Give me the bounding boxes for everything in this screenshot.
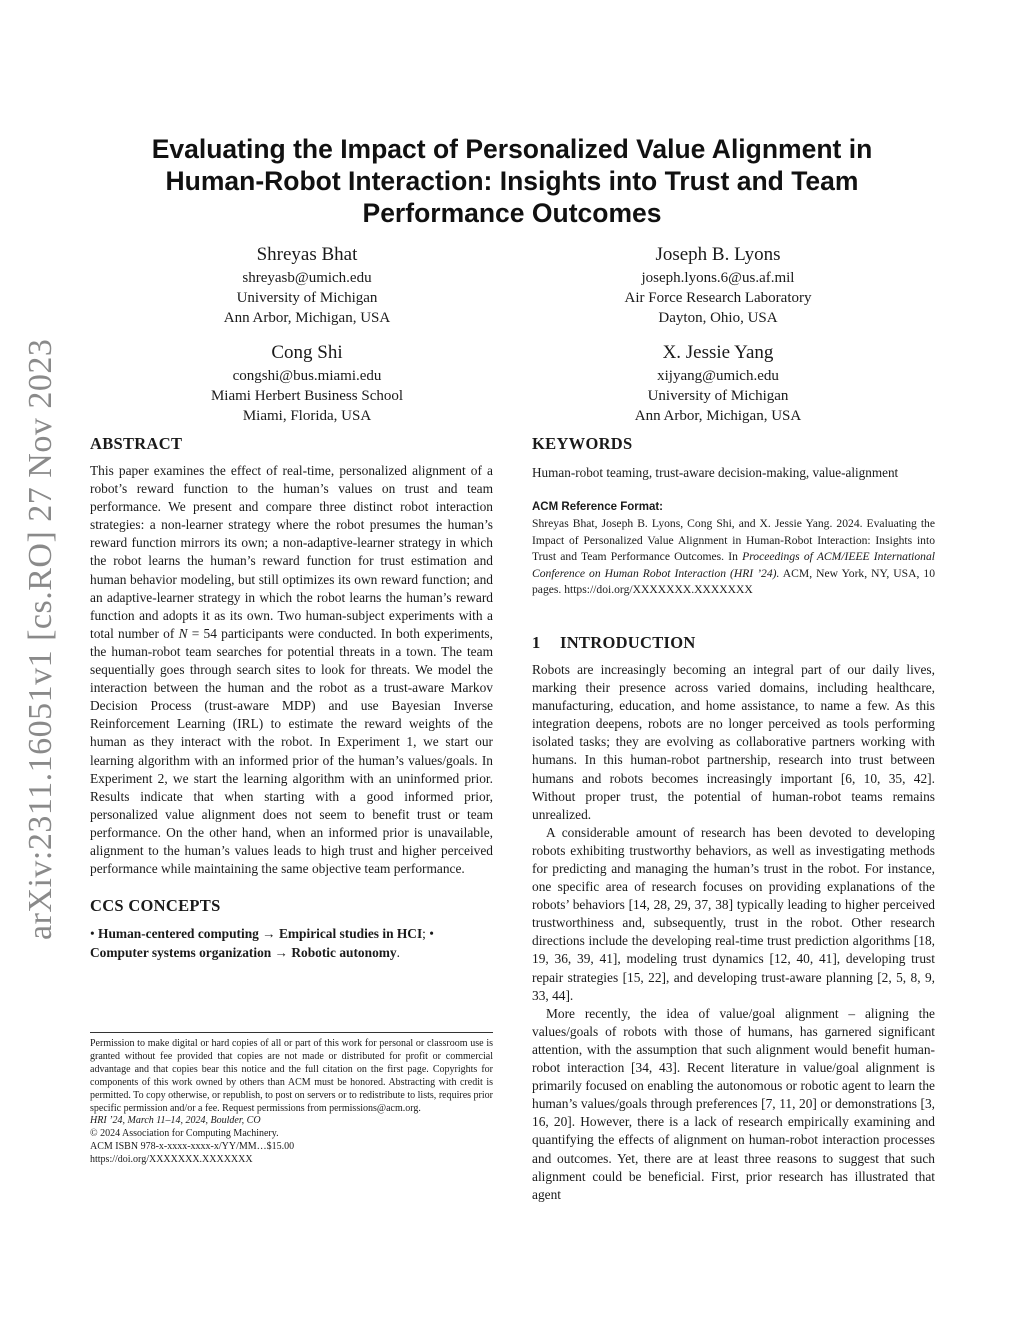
author-affiliation: University of Michigan xyxy=(236,290,378,306)
footnote xyxy=(90,1038,493,1167)
acm-reference xyxy=(532,516,935,599)
acm-reference-part: Shreyas Bhat, Joseph B. Lyons, Cong Shi, and X. Jessie Yang. 2024. Evaluating the Impact of Personalized Value Alignment in Human-Robot Interaction: Insights into Trust and Team Performance Outcomes. In xyxy=(532,517,935,564)
footnote-divider xyxy=(90,1032,493,1033)
n-symbol: N xyxy=(178,625,188,641)
ccs-end: . xyxy=(396,945,400,961)
ccs-item: Computer systems organization → Robotic autonomy xyxy=(90,945,397,961)
author-name: Cong Shi xyxy=(271,342,343,363)
author-name: Shreyas Bhat xyxy=(256,244,358,265)
author-location: Ann Arbor, Michigan, USA xyxy=(223,310,391,326)
ccs-concepts xyxy=(90,924,493,962)
author-location: Dayton, Ohio, USA xyxy=(658,310,778,326)
section-title-text: INTRODUCTION xyxy=(560,632,696,652)
acm-reference-heading: ACM Reference Format: xyxy=(532,501,663,513)
author-location: Miami, Florida, USA xyxy=(242,408,372,424)
isbn: ACM ISBN 978-x-xxxx-xxxx-x/YY/MM…$15.00 xyxy=(90,1141,295,1153)
abstract-text xyxy=(90,462,493,878)
intro-paragraph: Robots are increasingly becoming an integral part of our daily lives, marking their presence across varied domains, including healthcare, manufacturing, education, and home assistance, to name a few. As this integration deepens, robots are no longer perceived as tools performing isolated tasks; they are evolving as collaborative partners working with humans. In this human-robot partnership, research into trust between humans and robots becomes increasingly important [6, 10, 35, 42]. Without proper trust, the potential of human-robot teams remains unrealized. xyxy=(532,661,935,822)
author-email: joseph.lyons.6@us.af.mil xyxy=(641,270,795,286)
introduction-heading xyxy=(532,633,935,653)
ccs-bullet: • xyxy=(90,926,99,942)
keywords-heading: KEYWORDS xyxy=(532,434,633,453)
author-affiliation: Miami Herbert Business School xyxy=(210,388,404,404)
right-column xyxy=(532,434,935,1204)
acm-reference-venue: Proceedings of ACM/IEEE International Conference on Human Robot Interaction (HRI ’24). xyxy=(532,550,935,580)
abstract-text-part: This paper examines the effect of real-time, personalized alignment of a robot’s reward function to the human’s values on trust and team performance. We present and compare three distinct robot interaction strategies: a non-learner strategy where the robot presumes the human’s reward function mirrors its own; a non-adaptive-learner strategy in which the robot learns the human’s reward function for trust estimation and human behavior modeling, but still optimizes its own reward function; and an adaptive-learner strategy in which the robot learns the human’s reward function and adopts it as its own. Two human-subject experiments with a total number of xyxy=(90,463,493,641)
author-affiliation: University of Michigan xyxy=(647,388,789,404)
doi-link[interactable]: https://doi.org/XXXXXXX.XXXXXXX xyxy=(90,1154,253,1166)
ccs-separator: ; • xyxy=(422,926,434,942)
acm-reference-part: ACM, New York, NY, USA, 10 pages. https://doi.org/XXXXXXX.XXXXXXX xyxy=(532,566,935,597)
author-name: X. Jessie Yang xyxy=(662,342,774,363)
ccs-heading: CCS CONCEPTS xyxy=(90,896,221,916)
left-column xyxy=(90,434,493,962)
abstract-text-part: participants were conducted. In both experiments, the human-robot team searches for potential threats in a town. The team sequentially goes through search sites to look for threats. We model the interaction between the human and the robot as a trust-aware Markov Decision Process (trust-aware MDP) and use Bayesian Inverse Reinforcement Learning (IRL) to estimate the reward weights of the human as they interact with the robot. In Experiment 1, we start our learning algorithm with an informed prior of the human’s values/goals. In Experiment 2, we start the learning algorithm with an uninformed prior. Results indicate that when starting with a good informed prior, personalized value alignment does not seem to benefit trust or team performance. On the other hand, when an informed prior is unavailable, alignment to the human’s values leads to high trust and higher perceived performance while maintaining the same objective team performance. xyxy=(90,625,493,877)
keywords-text: Human-robot teaming, trust-aware decision-making, value-alignment xyxy=(532,465,899,480)
author-email: xijyang@umich.edu xyxy=(657,368,779,384)
author-name: Joseph B. Lyons xyxy=(655,244,781,265)
ccs-item: Human-centered computing → Empirical studies in HCI xyxy=(98,926,423,942)
title-line: Evaluating the Impact of Personalized Value Alignment in xyxy=(151,134,873,164)
permission-notice: Permission to make digital or hard copies of all or part of this work for personal or classroom use is granted without fee provided that copies are not made or distributed for profit or commercial advantage and that copies bear this notice and the full citation on the first page. Copyrights for components of this work owned by others than ACM must be honored. Abstracting with credit is permitted. To copy otherwise, or republish, to post on servers or to redistribute to lists, requires prior specific permission and/or a fee. Request permissions from permissions@acm.org. xyxy=(90,1038,493,1114)
intro-paragraph: A considerable amount of research has been devoted to developing robots exhibiting trustworthy behaviors, as well as investigating methods for predicting and managing the human’s trust in the robot. For instance, one specific area of research focuses on providing explanations of the robots’ behaviors [14, 28, 29, 37, 38] typically leading to higher perceived trustworthiness and, subsequently, trust in the robot. Other research directions include the developing real-time trust prediction algorithms [18, 19, 36, 39, 41], modeling trust dynamics [12, 40, 41], developing trust repair strategies [15, 22], and developing trust-aware planning [2, 5, 8, 9, 33, 44]. xyxy=(532,824,935,1003)
author-location: Ann Arbor, Michigan, USA xyxy=(634,408,802,424)
intro-paragraph: More recently, the idea of value/goal alignment – aligning the values/goals of robots with those of humans, has garnered significant attention, with the assumption that such alignment would benefit human-robot interaction [34, 43]. Recent literature in value/goal alignment is primarily focused on enabling the autonomous or robotic agent to learn the human’s values/goals through preferences [7, 11, 20] or demonstrations [3, 16, 20]. However, there is a lack of research empirically examining and quantifying the effects of alignment on human-robot interaction processes and outcomes. Yet, there are at least three reasons to suggest that such alignment could be beneficial. First, prior research has illustrated that agent xyxy=(532,1005,935,1202)
author-block xyxy=(117,242,497,328)
title-line: Human-Robot Interaction: Insights into Trust and Team xyxy=(165,166,859,196)
author-block xyxy=(528,340,908,426)
section-number: 1 xyxy=(532,632,541,652)
abstract-heading: ABSTRACT xyxy=(90,434,183,453)
title-line: Performance Outcomes xyxy=(362,198,662,228)
author-block xyxy=(528,242,908,328)
arxiv-identifier: arXiv:2311.16051v1 [cs.RO] 27 Nov 2023 xyxy=(22,338,59,940)
author-block xyxy=(117,340,497,426)
author-email: congshi@bus.miami.edu xyxy=(232,368,382,384)
n-value: = 54 xyxy=(187,625,217,641)
author-affiliation: Air Force Research Laboratory xyxy=(624,290,812,306)
copyright-notice: © 2024 Association for Computing Machinery. xyxy=(90,1128,279,1140)
author-email: shreyasb@umich.edu xyxy=(242,270,372,286)
paper-title xyxy=(100,133,924,229)
conference-info: HRI ’24, March 11–14, 2024, Boulder, CO xyxy=(90,1115,261,1127)
